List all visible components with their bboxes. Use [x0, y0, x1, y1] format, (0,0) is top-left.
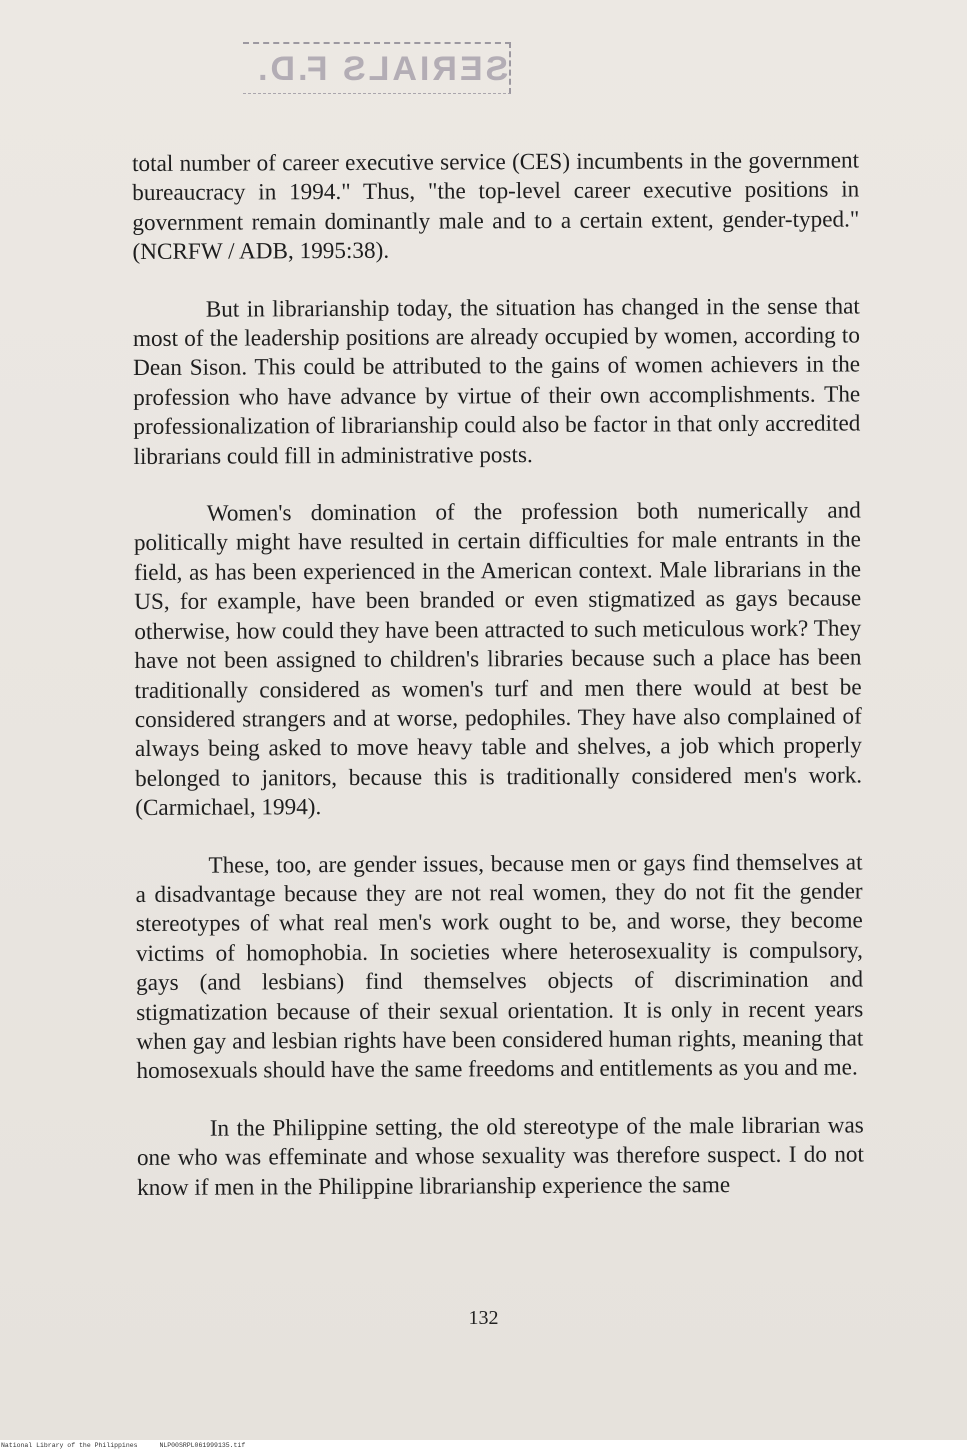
paragraph: These, too, are gender issues, because men or gays find themselves at a disadvantage because they are not real women, they do not fit the gender stereotypes of what real men's work ought to be, and worse, they become victims of homophobia. In societies where heterosexuality is compulsory, gays (and lesbians) find themselves objects of discrimination and stigmatization because of their sexual orientation. It is only in recent years when gay and lesbian rights have been considered human rights, meaning that homosexuals should have the same freedoms and entitlements as you and me. — [135, 848, 864, 1085]
footer-library-name: National Library of the Philippines — [1, 1442, 138, 1449]
paragraph: But in librarianship today, the situation has changed in the sense that most of the leadership positions are already occupied by women, according to Dean Sison. This could be attributed to the gains of women achievers in the profession who have advance by virtue of their own accomplishments. The professionalization of librarianship could also be factor in that only accredited librarians could fill in administrative posts. — [132, 293, 861, 470]
scan-footer — [0, 1440, 967, 1451]
paragraph-continued: total number of career executive service (CES) incumbents in the government bureaucracy in 1994." Thus, "the top-level career executive positions in government remain dominantly male and to a certain extent, gender-typed." (NCRFW / ADB, 1995:38). — [132, 147, 860, 266]
page-number: 132 — [468, 1307, 499, 1329]
footer-file-name: NLP00SRPL061999135.tif — [159, 1442, 246, 1449]
stamp-text: SERIALS F.D. — [255, 50, 509, 88]
paragraph: In the Philippine setting, the old stereotype of the male librarian was one who was effeminate and whose sexuality was therefore suspect. I do not know if men in the Philippine librarianship experience the same — [136, 1112, 864, 1201]
serials-stamp — [243, 42, 511, 94]
paragraph: Women's domination of the profession both numerically and politically might have resulted in certain difficulties for male entrants in the field, as has been experienced in the American context. Male librarians in the US, for example, have been branded or even stigmatized as gays because otherwise, how could they have been attracted to such meticulous work? They have not been assigned to children's libraries because such a place has been traditionally considered as women's turf and men there would at best be considered strangers and at worse, pedophiles. They have also complained of always being asked to move heavy table and shelves, a job which properly belonged to janitors, because this is traditionally considered men's work. (Carmichael, 1994). — [133, 497, 863, 822]
page-body — [132, 146, 864, 1231]
